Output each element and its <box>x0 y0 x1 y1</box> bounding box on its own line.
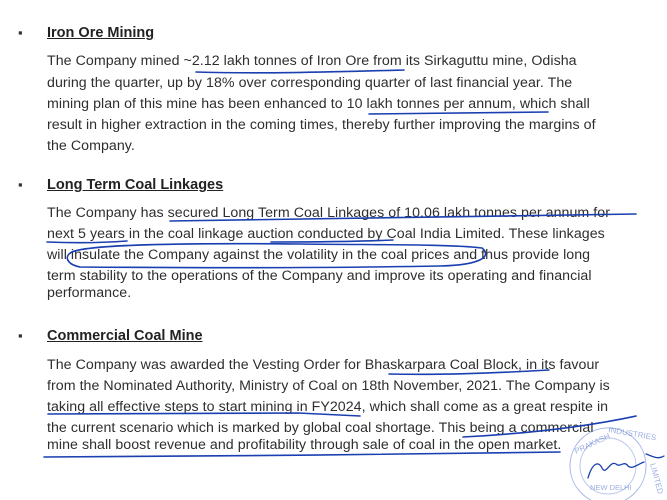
paragraph-line: from the Nominated Authority, Ministry of Coal on 18th November, 2021. The Company is <box>47 378 610 394</box>
svg-text:NEW DELHI: NEW DELHI <box>590 483 632 492</box>
bullet-icon: ▪ <box>18 25 23 40</box>
section-heading: Commercial Coal Mine <box>47 328 203 344</box>
paragraph-line: taking all effective steps to start mining in FY2024, which shall come as a great respite in <box>47 399 609 415</box>
underline-mark <box>196 70 404 73</box>
paragraph-line: during the quarter, up by 18% over corresponding quarter of last financial year. The <box>47 75 573 91</box>
paragraph-line: performance. <box>47 285 132 301</box>
paragraph-line: mining plan of this mine has been enhanced to 10 lakh tonnes per annum, which shall <box>47 96 590 112</box>
bullet-icon: ▪ <box>18 177 23 192</box>
company-seal-stamp <box>562 420 667 500</box>
svg-text:LIMITED: LIMITED <box>648 462 665 496</box>
paragraph-line: term stability to the operations of the Company and improve its operating and financial <box>47 268 592 284</box>
paragraph-line: the Company. <box>47 138 135 154</box>
section-heading: Iron Ore Mining <box>47 25 155 41</box>
paragraph-line: mine shall boost revenue and profitability through sale of coal in the open market. <box>47 437 562 453</box>
paragraph-line: The Company mined ~2.12 lakh tonnes of Iron Ore from its Sirkaguttu mine, Odisha <box>47 53 577 69</box>
section-heading: Long Term Coal Linkages <box>47 177 224 193</box>
paragraph-line: the current scenario which is marked by global coal shortage. This being a commercial <box>47 420 594 436</box>
paragraph-line: next 5 years in the coal linkage auction conducted by Coal India Limited. These linkages <box>47 226 605 242</box>
paragraph-line: The Company has secured Long Term Coal Linkages of 10.06 lakh tonnes per annum for <box>47 205 611 221</box>
underline-mark <box>369 112 548 114</box>
paragraph-line: result in higher extraction in the coming times, thereby further improving the margins of <box>47 117 596 133</box>
paragraph-line: The Company was awarded the Vesting Order for Bhaskarpara Coal Block, in its favour <box>47 357 600 373</box>
bullet-icon: ▪ <box>18 328 23 343</box>
paragraph-line: will insulate the Company against the volatility in the coal prices and thus provide long <box>47 247 591 263</box>
svg-text:PRAKASH: PRAKASH <box>573 431 612 456</box>
svg-text:INDUSTRIES: INDUSTRIES <box>607 425 657 443</box>
